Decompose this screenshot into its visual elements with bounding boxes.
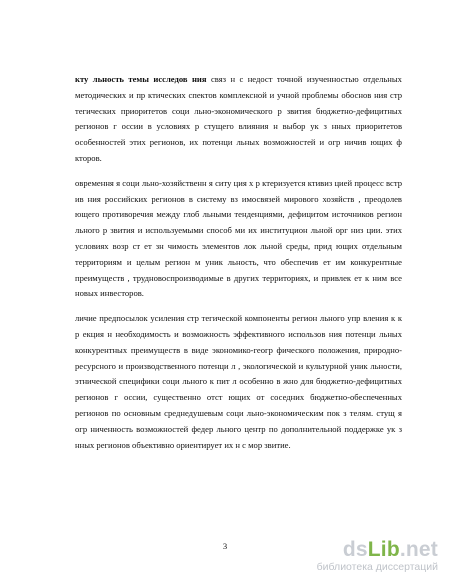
paragraph-1	[75, 72, 402, 167]
paragraph-text: овремення я соци льно-хозяйственн я ситу ция х р ктеризуется ктивиз цией процесс встр ив ния российских регионов в систему вз имосвязей мирового хозяйств , преодолев ющего противоречия между глоб льными тенденциями, дефицитом источников регион льного р звития и используемыми способ ми их институцион льной орг низ ции. этих условиях возр ст ет зн чимость элементов лок льной среды, прид ющих отдельным территориям и целым регион м уник льность, что обеспечив ет им конкурентные преимуществ , трудновоспроизводимые в других территориях, и привлек ет к ним все новых инвесторов.	[75, 177, 402, 299]
paragraph-2	[75, 176, 402, 302]
site-watermark	[317, 539, 438, 573]
logo-text-lib: Lib	[367, 538, 400, 561]
paragraph-lead: кту льность темы исследов ния	[75, 74, 207, 84]
watermark-logo	[317, 539, 438, 561]
body-text	[75, 72, 402, 453]
watermark-subtitle: библиотека диссертаций	[316, 561, 438, 573]
logo-text-net: .net	[399, 538, 438, 561]
page-number: 3	[222, 541, 228, 551]
paragraph-text: связ н с недост точной изученностью отдельных методических и пр ктических спектов комплексной и учной проблемы обоснов ния стр тегических приоритетов соци льно-экономического р звития бюджетно-дефицитных регионов г оссии в условиях р стущего влияния н выбор ук з нных приоритетов особенностей этих регионов, их потенци льных возможностей и огр ничив ющих ф кторов.	[75, 74, 402, 163]
paragraph-text: личие предпосылок усиления стр тегической компоненты регион льного упр вления к к р екция н необходимость и возможность эффективного использов ния потенци льных конкурентных преимуществ в виде экономико-геогр фического положения, природно-ресурсного и производственного потенци л , экологической и культурной уник льности, этнической специфики соци льного к пит л особенно в жно для бюджетно-дефицитных регионов г оссии, существенно отст ющих от соседних бюджетно-обеспеченных регионов по основным среднедушевым соци льно-экономическим пок з телям. стущ я огр ниченность возможностей федер льного центр по дополнительной поддержке ук з нных регионов объективно ориентирует их н с мор звитие.	[75, 313, 402, 450]
logo-text-ds: ds	[342, 538, 368, 561]
paragraph-3	[75, 311, 402, 453]
